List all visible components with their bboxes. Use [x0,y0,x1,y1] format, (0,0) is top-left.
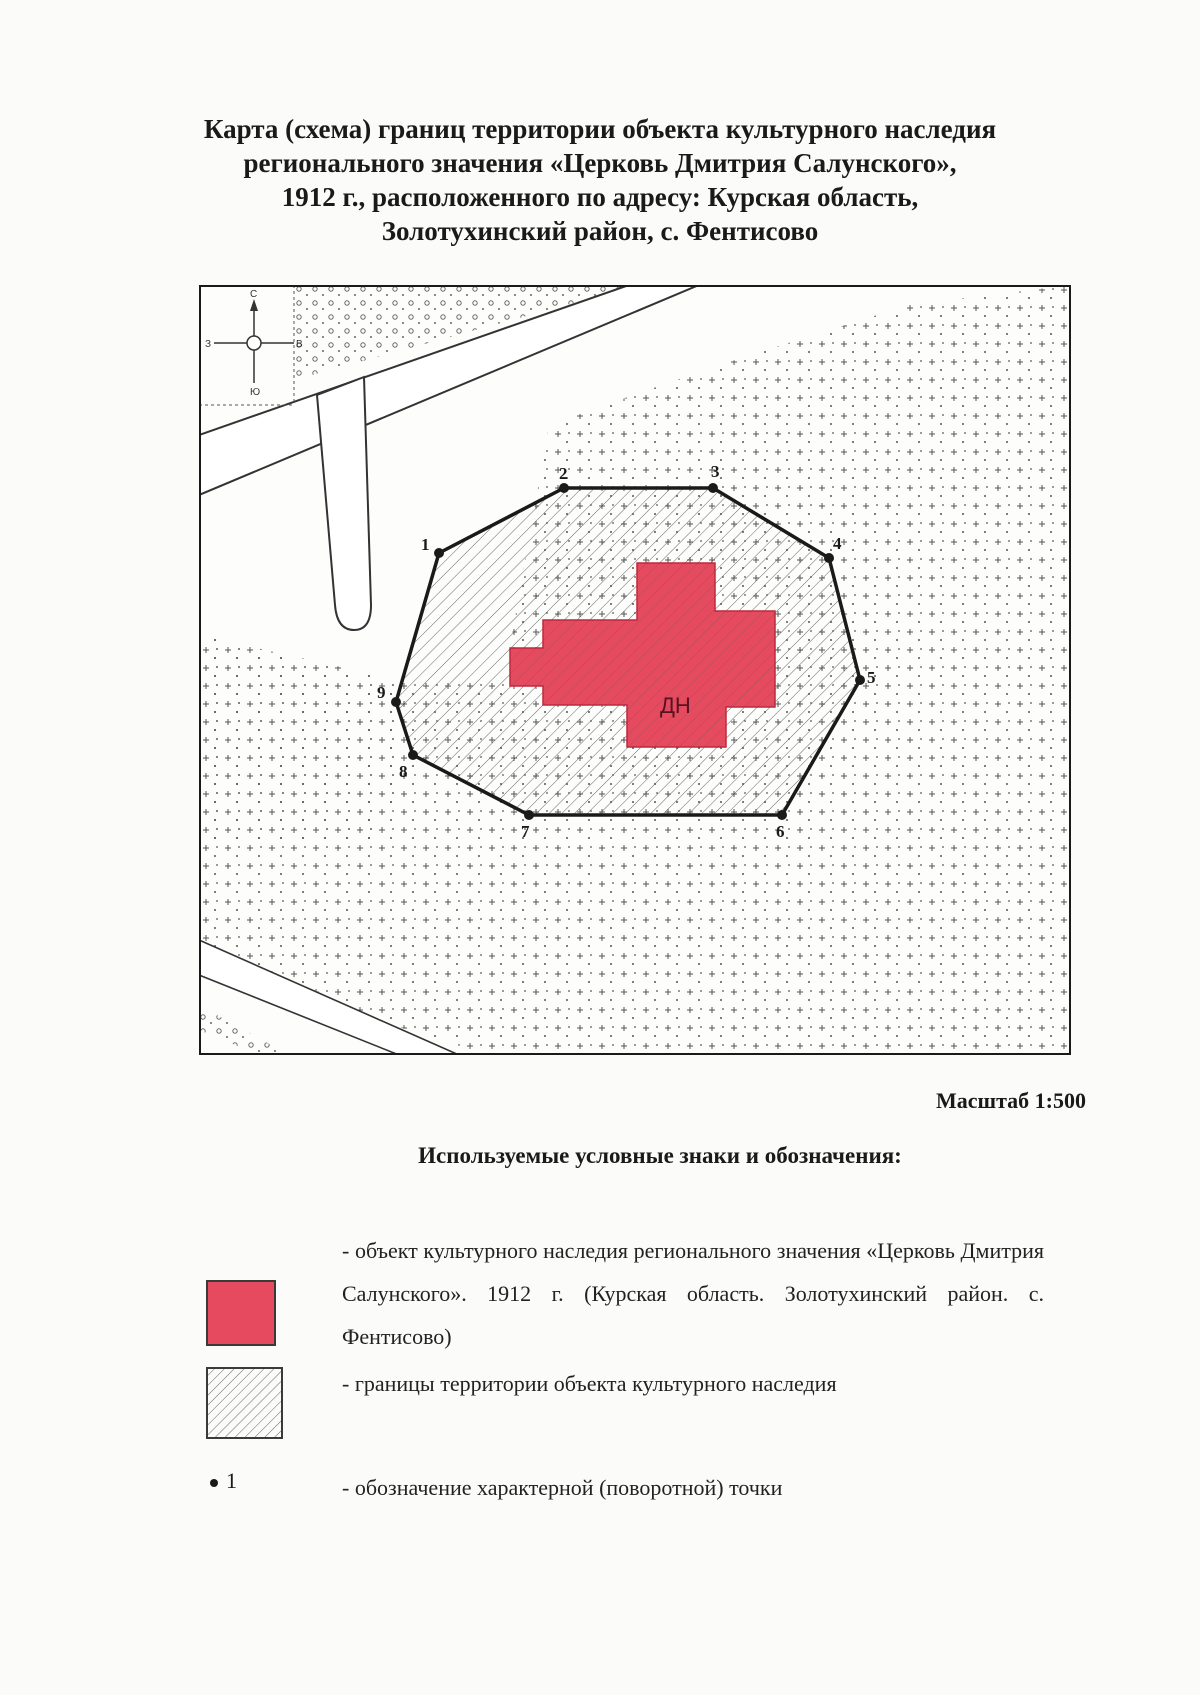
point-label: 2 [559,464,568,483]
compass-west: З [205,339,212,350]
point-label: 1 [421,535,430,554]
map-scale: Масштаб 1:500 [935,1088,1086,1113]
legend-point-sample [210,1468,237,1494]
boundary-point [434,548,444,558]
point-label: 4 [833,534,842,553]
point-label: 8 [399,762,408,781]
legend-boundary-swatch [206,1367,283,1439]
object-label: ДН [660,693,691,718]
legend-point-text: - обозначение характерной (поворотной) точки [342,1475,783,1500]
title-line: регионального значения «Церковь Дмитрия Салунского», [243,148,957,178]
title-line: Карта (схема) границ территории объекта культурного наследия [203,114,997,144]
legend-boundary-text: - границы территории объекта культурного наследия [342,1371,837,1396]
title-line: 1912 г., расположенного по адресу: Курская область, [281,182,919,212]
boundary-point [408,750,418,760]
compass-north: С [250,289,258,300]
legend-object-swatch [206,1280,276,1346]
point-label: 5 [867,668,876,687]
boundary-map [199,285,1071,1055]
document-title [150,112,1050,248]
point-label: 9 [377,683,386,702]
compass-east: В [296,339,303,350]
boundary-point [824,553,834,563]
boundary-point [777,810,787,820]
point-dot-icon [210,1479,218,1487]
point-label: 6 [776,822,785,841]
boundary-point [524,810,534,820]
legend-point-number: 1 [226,1468,237,1493]
legend-object-text: - объект культурного наследия регионального значения «Церковь Дмитрия Салунского». 1912 г. (Курская область. Золотухинский район. с. Фентисово) [342,1238,1044,1349]
compass-south: Ю [250,387,261,398]
legend-title: Используемые условные знаки и обозначения: [418,1143,902,1168]
title-line: Золотухинский район, с. Фентисово [381,216,819,246]
point-label: 7 [521,822,530,841]
boundary-point [855,675,865,685]
boundary-point [559,483,569,493]
boundary-point [708,483,718,493]
point-label: 3 [711,462,720,481]
boundary-point [391,697,401,707]
